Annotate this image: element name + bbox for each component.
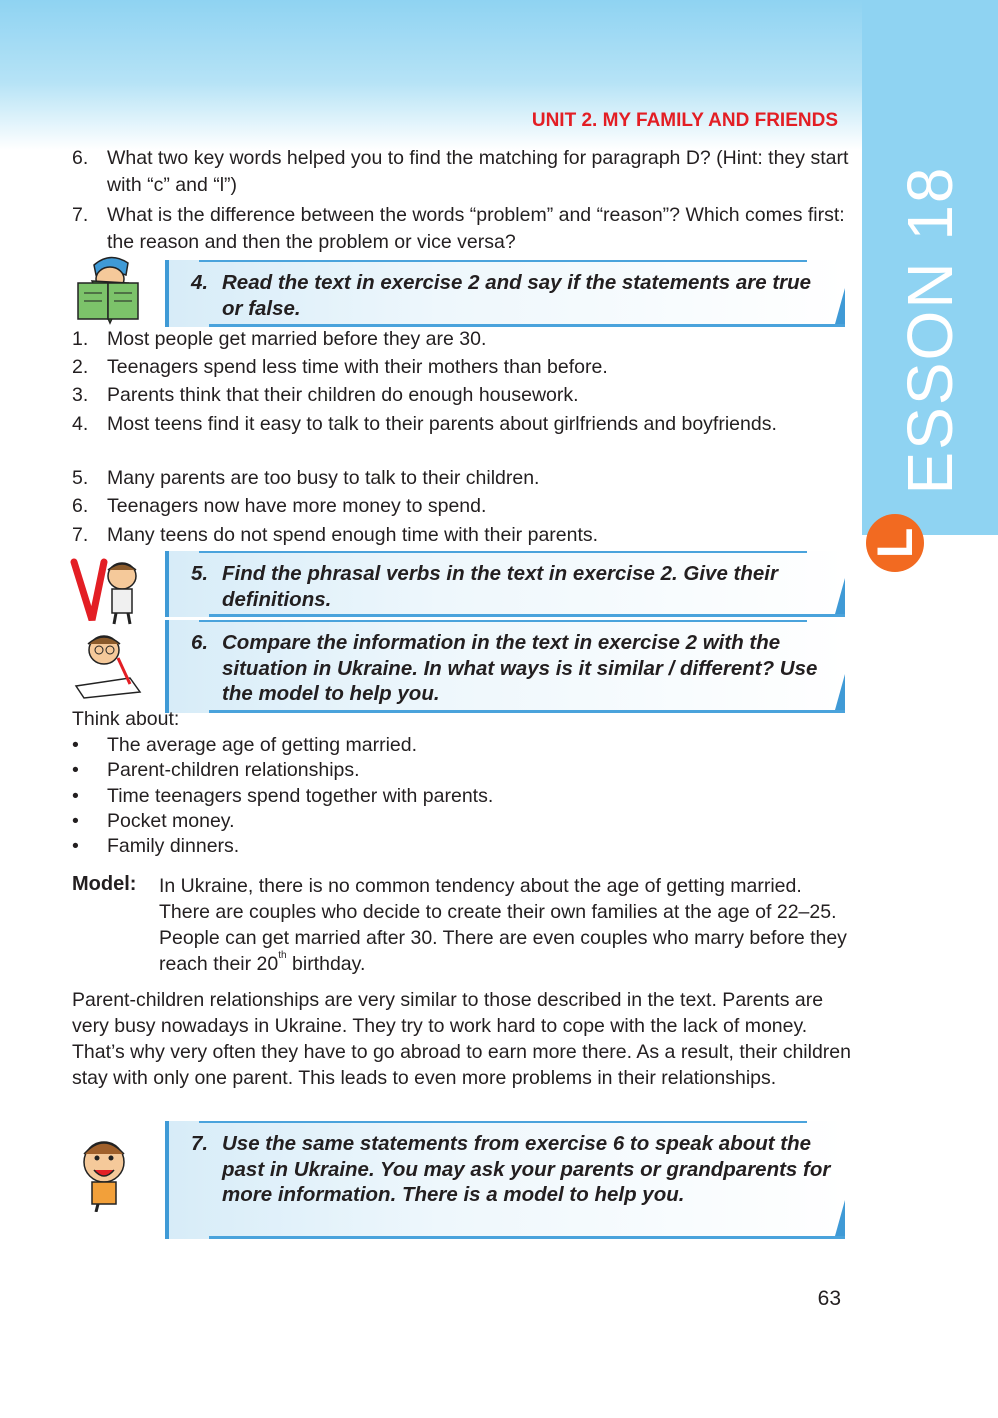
writing-boy-icon	[70, 628, 146, 700]
statement-item: 5. Many parents are too busy to talk to their children.	[72, 467, 540, 489]
model-text: In Ukraine, there is no common tendency about the age of getting married. There are couples who decide to create their own families at the age of 22–25. People can get married after 30. There are even couples who marry before they reach their 20th birthday.	[159, 875, 847, 975]
statement-item: 3. Parents think that their children do enough housework.	[72, 384, 579, 406]
bullet-item: • Pocket money.	[72, 810, 235, 832]
statement-item: 1. Most people get married before they are 30.	[72, 328, 487, 350]
letter-v-boy-icon	[70, 556, 146, 626]
task-banner	[165, 1121, 845, 1239]
lesson-label: ESSON 18	[894, 165, 966, 495]
statement-item: 2. Teenagers spend less time with their mothers than before.	[72, 356, 608, 378]
bullet-item: • Family dinners.	[72, 835, 240, 857]
think-about-label: Think about:	[72, 708, 180, 730]
unit-title: UNIT 2. MY FAMILY AND FRIENDS	[531, 110, 838, 131]
model-label: Model:	[72, 873, 137, 895]
task-5: 5. Find the phrasal verbs in the text in exercise 2. Give their definitions.	[191, 562, 778, 611]
reading-boy-icon	[70, 253, 148, 329]
task-7: 7. Use the same statements from exercise 6 to speak about the past in Ukraine. You may ask your parents or grandparents for more information. There is a model to help you.	[191, 1132, 831, 1206]
task-banner	[165, 620, 845, 713]
task-banner	[165, 260, 845, 327]
page-number: 63	[817, 1287, 841, 1310]
statement-item: 4. Most teens find it easy to talk to their parents about girlfriends and boyfriends.	[72, 413, 777, 435]
question-item: 7. What is the difference between the words “problem” and “reason”? Which comes first: the reason and then the problem or vice versa?	[72, 204, 845, 253]
task-6: 6. Compare the information in the text in exercise 2 with the situation in Ukraine. In what ways is it similar / different? Use the model to help you.	[191, 631, 818, 705]
statement-item: 7. Many teens do not spend enough time with their parents.	[72, 524, 599, 546]
talking-boy-icon	[70, 1132, 142, 1212]
bullet-item: • Time teenagers spend together with parents.	[72, 785, 494, 807]
task-banner	[165, 551, 845, 617]
task-4: 4. Read the text in exercise 2 and say if the statements are true or false.	[191, 271, 812, 320]
question-item: 6. What two key words helped you to find the matching for paragraph D? (Hint: they start with “c” and “l”)	[72, 147, 849, 196]
bullet-item: • Parent-children relationships.	[72, 759, 360, 781]
lesson-letter: L	[867, 527, 923, 559]
bullet-item: • The average age of getting married.	[72, 734, 418, 756]
body-paragraph: Parent-children relationships are very similar to those described in the text. Parents are very busy nowadays in Ukraine. They try to work hard to cope with the lack of money. That’s why very often they have to go abroad to earn more there. As a result, their children stay with only one parent. This leads to even more problems in their relationships.	[72, 989, 851, 1089]
statement-item: 6. Teenagers now have more money to spend.	[72, 495, 487, 517]
